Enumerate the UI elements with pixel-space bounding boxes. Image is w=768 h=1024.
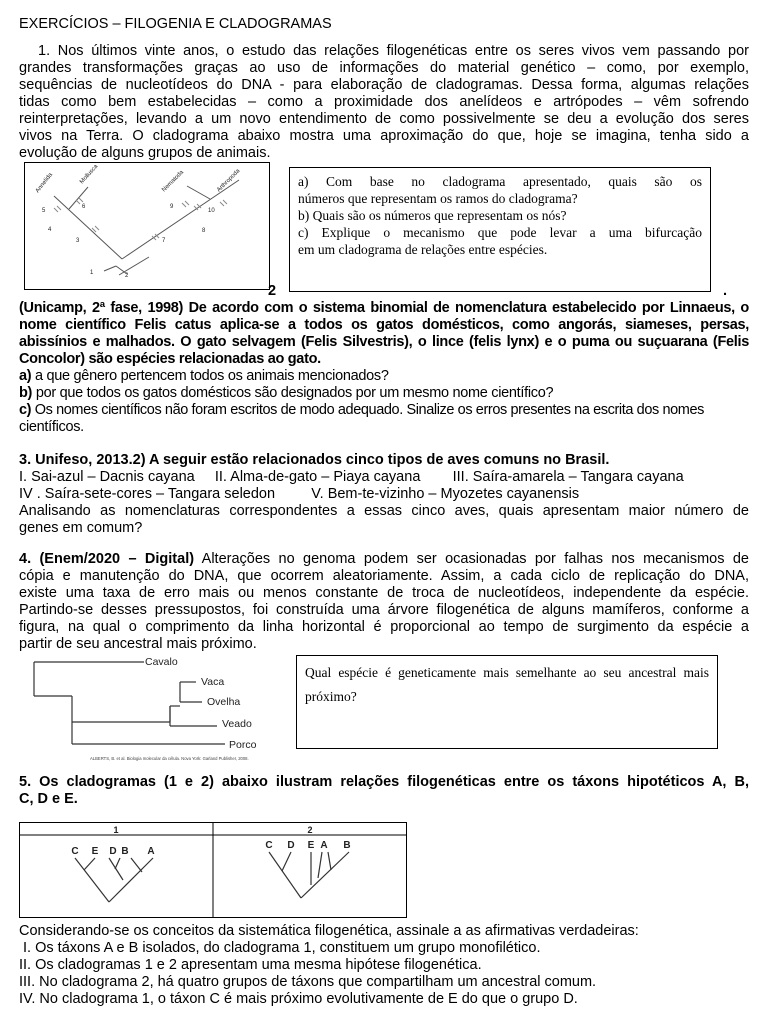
taxon-label: Annelida	[34, 172, 54, 195]
text-line: Concolor) são espécies relacionadas ao gato.	[19, 351, 321, 367]
box-line: a) Com base no cladograma apresentado, quais são os	[298, 174, 702, 189]
text-line: grandes transformações graças ao uso de informações do material genético – como, por exemplo,	[19, 60, 749, 76]
taxon-label: A	[147, 846, 155, 857]
text-line: partir de seu ancestral mais próximo.	[19, 636, 257, 652]
text-line: Analisando as nomenclaturas correspondentes a essas cinco aves, quais apresentam maior número de	[19, 503, 749, 519]
node-number: 9	[170, 204, 174, 210]
statement: I. Os táxons A e B isolados, do cladograma 1, constituem um grupo monofilético.	[19, 940, 541, 956]
text-line: figura, na qual o comprimento da linha horizontal é proporcional ao tempo de surgimento da espécie a	[19, 619, 749, 635]
statement: II. Os cladogramas 1 e 2 apresentam uma mesma hipótese filogenética.	[19, 957, 482, 973]
node-number: 7	[162, 238, 166, 244]
cladogram-1-label: 1	[113, 825, 119, 835]
item-text: a que gênero pertencem todos os animais mencionados?	[31, 368, 389, 384]
taxon-label: C	[71, 846, 79, 857]
question-2-number: 2	[268, 283, 277, 299]
text-line: Partindo-se desses pressupostos, foi construída uma árvore filogenética de alguns mamíferos, conforme a	[19, 602, 749, 618]
statement-intro: Considerando-se os conceitos da sistemática filogenética, assinale a as afirmativas verdadeiras:	[19, 923, 639, 939]
box-line: b) Quais são os números que representam os nós?	[298, 208, 567, 223]
node-number: 2	[125, 273, 129, 279]
text-line: reinterpretações, levando a um novo entendimento de como possivelmente se deu a evolução dos seres	[19, 111, 749, 127]
trailing-dot: .	[723, 283, 728, 299]
taxon-label: B	[343, 840, 351, 851]
figure-border	[25, 163, 270, 290]
item-letter: b)	[19, 385, 33, 401]
taxon-label: D	[287, 840, 295, 851]
figure-source: ALBERTS, B. et al. Biologia molecular da célula. Nova York: Garland Publisher, 2008.	[90, 756, 249, 761]
item-text: Os nomes científicos não foram escritos de modo adequado. Sinalize os erros presentes na escrita dos nomes	[31, 402, 704, 418]
text-line: 1. Nos últimos vinte anos, o estudo das relações filogenéticas entre os seres vivos vem passando por	[38, 43, 749, 59]
item-letter: c)	[19, 402, 32, 418]
text-line	[19, 551, 749, 568]
item-c	[19, 402, 749, 419]
text-line: genes em comum?	[19, 520, 143, 536]
box-line: Qual espécie é geneticamente mais semelhante ao seu ancestral mais	[305, 665, 709, 680]
cladogram-figure-1	[24, 162, 270, 290]
node-number: 10	[208, 208, 215, 214]
text-line: nome científico Felis catus aplica-se a todos os gatos domésticos, como angorás, siameses, persas,	[19, 317, 749, 333]
item-letter: a)	[19, 368, 32, 384]
item-b	[19, 385, 749, 402]
text-line: abissínios e malhados. O gato selvagem (Felis Silvestris), o lince (felis lynx) e o puma ou suçuarana (Felis	[19, 334, 749, 350]
text-line: tidas como bem estabelecidas – como a proximidade dos anelídeos e artrópodes – vêm sofrendo	[19, 94, 749, 110]
phylogenetic-tree	[20, 654, 292, 764]
node-number: 1	[90, 270, 94, 276]
text-line: vivos na Terra. O cladograma abaixo mostra uma aproximação do que, hoje se imagina, tenha sido a	[19, 128, 749, 144]
node-number: 8	[202, 228, 206, 234]
text-span: Alterações no genoma podem ser ocasionadas por falhas nos mecanismos de	[194, 551, 749, 567]
question-heading: 4. (Enem/2020 – Digital)	[19, 551, 195, 567]
node-number: 4	[48, 227, 52, 233]
box-line: números que representam os ramos do cladograma?	[298, 191, 578, 206]
page-title: EXERCÍCIOS – FILOGENIA E CLADOGRAMAS	[19, 16, 332, 32]
tree-label-vaca: Vaca	[201, 676, 225, 688]
cladograms-1-2	[19, 822, 407, 918]
node-number: 5	[42, 208, 46, 214]
taxon-label: Arthropoda	[216, 168, 242, 194]
taxon-label: Mollusca	[79, 163, 100, 186]
tree-label-porco: Porco	[229, 739, 257, 751]
item-a	[19, 368, 749, 385]
text-line: I. Sai-azul – Dacnis cayana II. Alma-de-gato – Piaya cayana III. Saíra-amarela – Tangara cayana	[19, 469, 684, 485]
text-line: existe uma taxa de erro mais ou menos constante de troca de nucleotídeos, independente da espécie.	[19, 585, 749, 601]
box-line: em um cladograma de relações entre espécies.	[298, 242, 548, 257]
statement: IV. No cladograma 1, o táxon C é mais próximo evolutivamente de E do que o grupo D.	[19, 991, 578, 1007]
node-number: 6	[82, 204, 86, 210]
question-heading: C, D e E.	[19, 791, 78, 807]
question-1-box	[289, 167, 711, 292]
box-line: c) Explique o mecanismo que pode levar a uma bifurcação	[298, 225, 702, 240]
cladogram-2-label: 2	[307, 825, 313, 835]
taxon-label: C	[265, 840, 273, 851]
text-line: sequências de nucleotídeos do DNA - para elaboração de cladogramas. Dessa forma, algumas relações	[19, 77, 749, 93]
text-line: cópia e manutenção do DNA, que ocorrem aleatoriamente. Assim, a cada ciclo de replicação do DNA,	[19, 568, 749, 584]
item-text: por que todos os gatos domésticos são designados por um mesmo nome científico?	[32, 385, 554, 401]
tree-label-cavalo: Cavalo	[145, 656, 178, 668]
text-line: (Unicamp, 2ª fase, 1998) De acordo com o sistema binomial de nomenclatura estabelecido por Linnaeus, o	[19, 300, 749, 316]
taxon-label: E	[307, 840, 315, 851]
box-line: próximo?	[305, 689, 357, 704]
taxon-label: A	[320, 840, 328, 851]
taxon-label: B	[121, 846, 129, 857]
taxon-label: D	[109, 846, 117, 857]
tree-label-veado: Veado	[222, 718, 252, 730]
node-number: 3	[76, 238, 80, 244]
question-heading: 3. Unifeso, 2013.2) A seguir estão relacionados cinco tipos de aves comuns no Brasil.	[19, 452, 610, 468]
question-heading: 5. Os cladogramas (1 e 2) abaixo ilustram relações filogenéticas entre os táxons hipotéticos A, B,	[19, 774, 749, 790]
taxon-label: E	[91, 846, 99, 857]
tree-label-ovelha: Ovelha	[207, 696, 241, 708]
taxon-label: Nematoda	[161, 169, 185, 194]
statement: III. No cladograma 2, há quatro grupos de táxons que compartilham um ancestral comum.	[19, 974, 597, 990]
text-line: IV . Saíra-sete-cores – Tangara seledon V. Bem-te-vizinho – Myozetes cayanensis	[19, 486, 580, 502]
item-c-continuation: científicos.	[19, 419, 84, 435]
question-4-box	[296, 655, 718, 749]
text-line: evolução de alguns grupos de animais.	[19, 145, 271, 161]
